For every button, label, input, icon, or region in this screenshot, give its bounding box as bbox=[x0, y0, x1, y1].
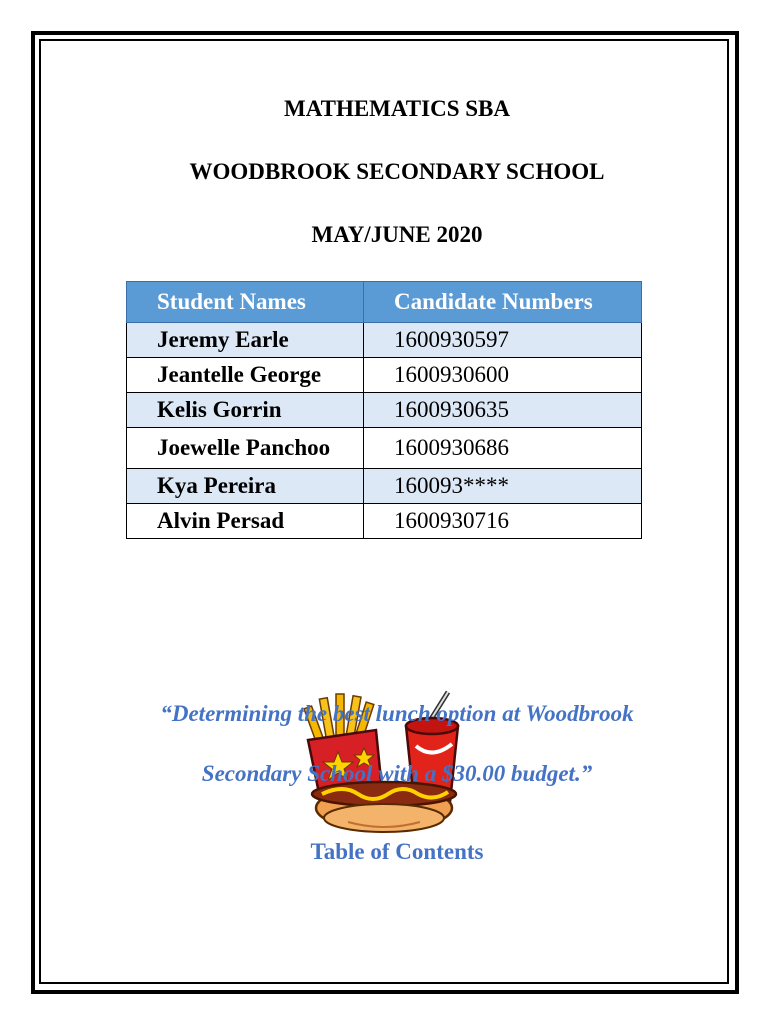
student-name: Alvin Persad bbox=[127, 504, 364, 539]
student-table bbox=[126, 281, 642, 539]
student-name: Jeremy Earle bbox=[127, 323, 364, 358]
exam-session: MAY/JUNE 2020 bbox=[311, 222, 483, 247]
table-of-contents-heading[interactable]: Table of Contents bbox=[310, 839, 484, 864]
hotdog-icon bbox=[312, 782, 456, 832]
table-row bbox=[127, 323, 642, 358]
table-row bbox=[127, 428, 642, 469]
column-header-student-names: Student Names bbox=[127, 282, 364, 323]
student-name: Jeantelle George bbox=[127, 358, 364, 393]
candidate-number: 1600930716 bbox=[364, 504, 642, 539]
table-row bbox=[127, 504, 642, 539]
project-title-line-2: Secondary School with a $30.00 budget.” bbox=[201, 761, 593, 786]
table-header-row bbox=[127, 282, 642, 323]
student-name: Kelis Gorrin bbox=[127, 393, 364, 428]
document-title: MATHEMATICS SBA bbox=[284, 96, 510, 121]
project-title-line-1: “Determining the best lunch option at Woodbrook bbox=[160, 701, 634, 726]
candidate-number: 1600930686 bbox=[364, 428, 642, 469]
candidate-number: 1600930600 bbox=[364, 358, 642, 393]
student-name: Joewelle Panchoo bbox=[127, 428, 364, 469]
candidate-number: 1600930635 bbox=[364, 393, 642, 428]
student-name: Kya Pereira bbox=[127, 469, 364, 504]
column-header-candidate-numbers: Candidate Numbers bbox=[364, 282, 642, 323]
school-name: WOODBROOK SECONDARY SCHOOL bbox=[189, 159, 605, 184]
table-row bbox=[127, 393, 642, 428]
table-row bbox=[127, 469, 642, 504]
candidate-number: 1600930597 bbox=[364, 323, 642, 358]
table-row bbox=[127, 358, 642, 393]
candidate-number: 160093**** bbox=[364, 469, 642, 504]
